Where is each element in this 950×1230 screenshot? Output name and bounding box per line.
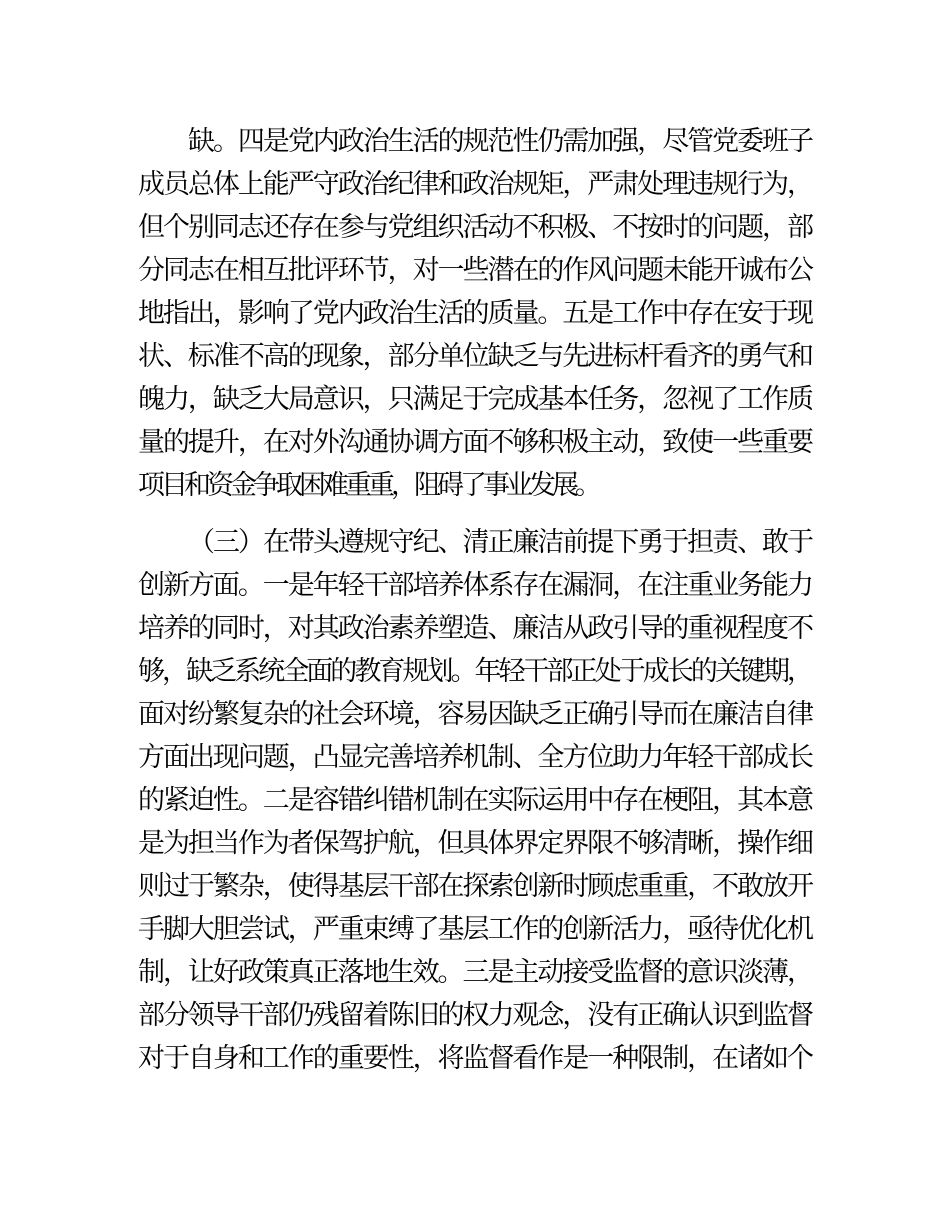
text-line: 地指出，影响了党内政治生活的质量。五是工作中存在安于现 (138, 298, 810, 328)
text-line: 部分领导干部仍残留着陈旧的权力观念，没有正确认识到监督 (138, 1000, 810, 1030)
text-line: 缺。四是党内政治生活的规范性仍需加强，尽管党委班子 (188, 126, 810, 156)
text-line: 培养的同时，对其政治素养塑造、廉洁从政引导的重视程度不 (138, 613, 810, 643)
text-line: 项目和资金争取困难重重，阻碍了事业发展。 (138, 470, 598, 500)
text-line: 够，缺乏系统全面的教育规划。年轻干部正处于成长的关键期， (138, 656, 810, 686)
text-line: 的紧迫性。二是容错纠错机制在实际运用中存在梗阻，其本意 (138, 785, 810, 815)
text-line: 对于自身和工作的重要性，将监督看作是一种限制，在诸如个 (138, 1043, 810, 1073)
text-line: 分同志在相互批评环节，对一些潜在的作风问题未能开诚布公 (138, 255, 810, 285)
text-line: 但个别同志还存在参与党组织活动不积极、不按时的问题，部 (138, 212, 810, 242)
text-line: 方面出现问题，凸显完善培养机制、全方位助力年轻干部成长 (138, 742, 810, 772)
text-line: 制，让好政策真正落地生效。三是主动接受监督的意识淡薄， (138, 957, 810, 987)
text-line: （三）在带头遵规守纪、清正廉洁前提下勇于担责、敢于 (188, 527, 810, 557)
paragraph (138, 120, 810, 507)
paragraph (138, 521, 810, 1080)
text-line: 手脚大胆尝试，严重束缚了基层工作的创新活力，亟待优化机 (138, 914, 810, 944)
text-line: 量的提升，在对外沟通协调方面不够积极主动，致使一些重要 (138, 427, 810, 457)
text-line: 成员总体上能严守政治纪律和政治规矩，严肃处理违规行为， (138, 169, 810, 199)
text-line: 状、标准不高的现象，部分单位缺乏与先进标杆看齐的勇气和 (138, 341, 810, 371)
text-line: 则过于繁杂，使得基层干部在探索创新时顾虑重重，不敢放开 (138, 871, 810, 901)
text-line: 魄力，缺乏大局意识，只满足于完成基本任务，忽视了工作质 (138, 384, 810, 414)
text-line: 创新方面。一是年轻干部培养体系存在漏洞，在注重业务能力 (138, 570, 810, 600)
document-body (138, 120, 810, 1080)
text-line: 面对纷繁复杂的社会环境，容易因缺乏正确引导而在廉洁自律 (138, 699, 810, 729)
text-line: 是为担当作为者保驾护航，但具体界定界限不够清晰，操作细 (138, 828, 810, 858)
